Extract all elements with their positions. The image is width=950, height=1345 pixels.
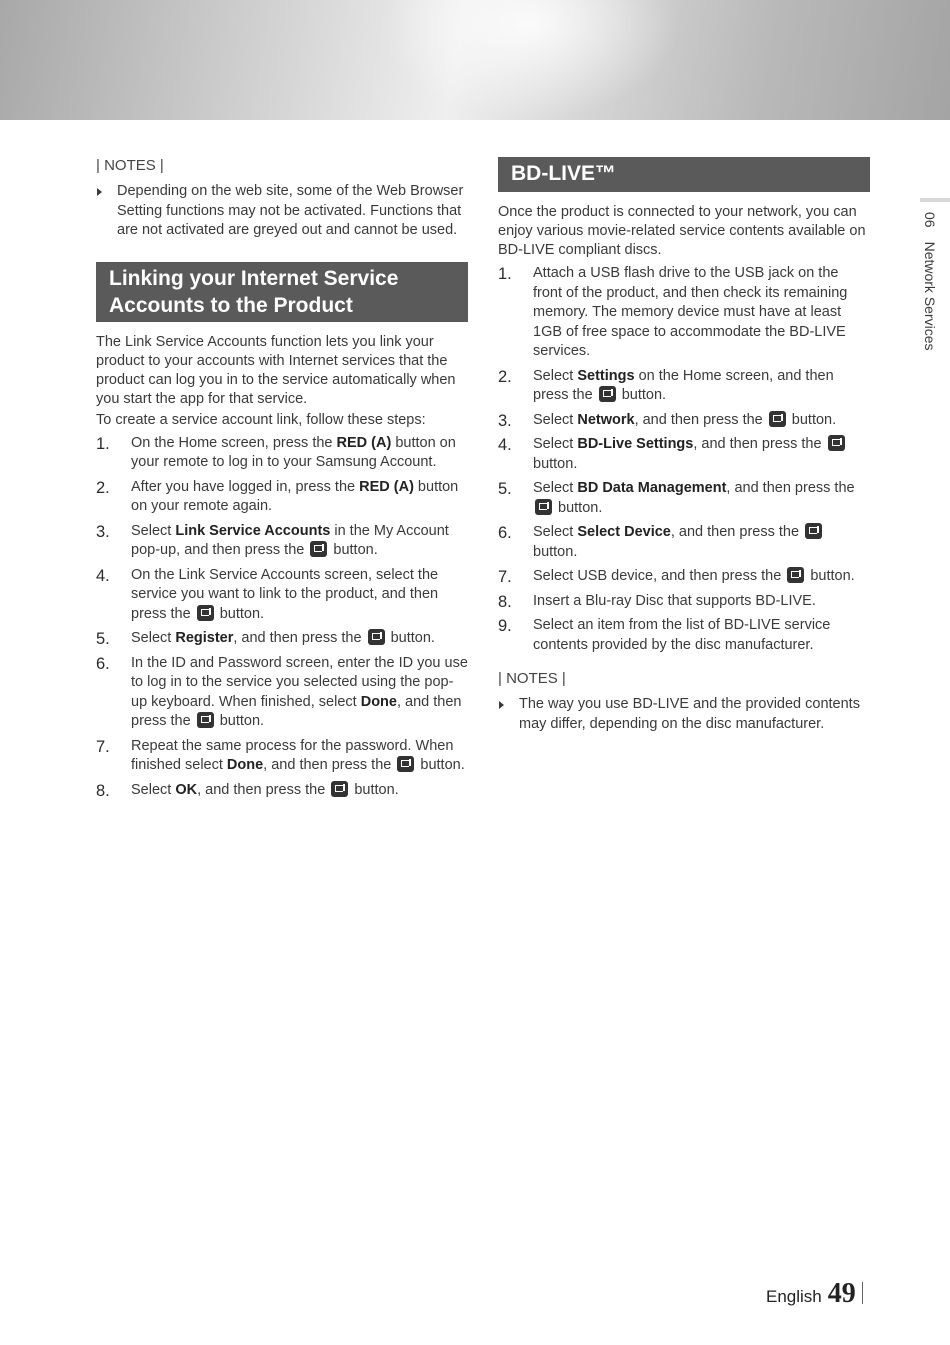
step-item (96, 434, 468, 473)
step-number: 8. (96, 781, 110, 800)
step-text-run: button. (554, 499, 603, 516)
step-text-run: Select (533, 367, 578, 384)
step-text (131, 435, 456, 471)
enter-button-icon (368, 629, 385, 645)
step-item (498, 411, 870, 431)
step-text-run: , and then press the (726, 480, 855, 496)
step-item (96, 629, 468, 649)
page-footer (766, 1278, 863, 1310)
step-emphasis: Register (175, 630, 234, 646)
step-emphasis: Done (360, 693, 397, 710)
step-item (96, 566, 468, 625)
enter-button-icon (310, 541, 327, 557)
enter-button-icon (397, 756, 414, 772)
step-text-run: button. (533, 543, 578, 560)
step-text-run: button. (416, 757, 465, 773)
note-item (498, 695, 870, 734)
step-emphasis: BD Data Management (577, 480, 727, 496)
step-text-run: button on your remote again. (131, 478, 459, 514)
step-text-run: On the Home screen, press the (131, 434, 337, 451)
enter-button-icon (599, 386, 616, 402)
note-item (96, 182, 468, 241)
step-text-run: Select (533, 480, 578, 496)
step-text-run: button on your remote to log in to your Samsung Account. (131, 434, 456, 470)
step-number: 3. (498, 411, 512, 430)
step-emphasis: Link Service Accounts (175, 522, 331, 539)
step-item (498, 264, 870, 362)
section-title-line: Accounts to the Product (109, 293, 353, 317)
footer-language: English (766, 1287, 822, 1306)
step-text (533, 524, 824, 560)
step-text-run: Attach a USB flash drive to the USB jack on the front of the product, and then check its remaining memory. The memory device must have at least 1GB of free space to accommodate the BD-LIVE services. (533, 265, 848, 359)
step-text-run: , and then press the (131, 693, 462, 729)
step-number: 5. (96, 630, 110, 648)
step-emphasis: OK (175, 781, 198, 798)
notes-heading: | NOTES | (96, 157, 164, 174)
step-text (131, 630, 435, 646)
step-item (96, 737, 468, 776)
step-item (96, 781, 468, 801)
enter-button-icon (787, 567, 804, 583)
step-item (96, 522, 468, 561)
step-text-run: , and then press the (197, 781, 330, 798)
step-text-run: Repeat the same process for the password. When finished select (131, 737, 454, 773)
step-text-run: button. (533, 455, 578, 472)
step-text-run: Insert a Blu-ray Disc that supports BD-LIVE. (533, 592, 816, 609)
header-banner (0, 0, 950, 120)
step-text (131, 479, 458, 515)
step-text-run: Select (131, 522, 176, 539)
step-text (533, 436, 847, 472)
section-title-linking-accounts (96, 262, 468, 322)
step-text-run: button. (215, 605, 265, 622)
enter-button-icon (331, 781, 348, 797)
step-text (533, 593, 816, 609)
header-banner-shine (380, 0, 680, 120)
notes-list (96, 182, 468, 241)
step-item (498, 367, 870, 406)
step-text (533, 412, 836, 428)
step-text-run: , and then press the (634, 411, 767, 428)
step-text-run: In the ID and Password screen, enter the ID you use to log in to the service you selected using the pop-up keyboard. When finished, select (131, 654, 468, 710)
step-number: 8. (498, 592, 512, 611)
step-number: 2. (96, 478, 110, 497)
step-text-run: button. (617, 387, 667, 403)
notes-heading: | NOTES | (498, 670, 566, 687)
step-text-run: After you have logged in, press the (131, 478, 360, 495)
enter-button-icon (197, 712, 214, 728)
step-text (533, 368, 834, 404)
step-item (498, 435, 870, 474)
step-text (131, 738, 465, 774)
step-text-run: button. (386, 630, 435, 646)
triangle-bullet-icon (97, 188, 102, 196)
triangle-bullet-icon (499, 701, 504, 709)
step-text-run: , and then press the (233, 630, 366, 646)
step-number: 1. (498, 265, 512, 283)
step-emphasis: Select Device (577, 524, 671, 540)
section-title-bd-live: BD-LIVE™ (498, 157, 870, 192)
section-intro: The Link Service Accounts function lets you link your product to your accounts with Internet services that the product can log you in to the service automatically when you start the app for that service. (96, 333, 456, 407)
step-number: 7. (498, 568, 512, 586)
step-item (96, 654, 468, 732)
step-text-run: On the Link Service Accounts screen, select the service you want to link to the product, and then press the (131, 566, 439, 622)
notes-list (498, 695, 870, 734)
step-text (131, 655, 468, 730)
page-number: 49 (827, 1278, 856, 1309)
step-item (498, 479, 870, 518)
right-column (498, 150, 870, 734)
step-number: 6. (498, 524, 512, 542)
enter-button-icon (805, 523, 822, 539)
step-emphasis: Done (226, 757, 264, 773)
step-text-run: button. (787, 411, 837, 428)
section-intro: Once the product is connected to your network, you can enjoy various movie-related service contents available on BD-LIVE compliant discs. (498, 204, 866, 258)
step-number: 4. (498, 436, 512, 454)
step-text-run: in the My Account pop-up, and then press the (131, 522, 449, 558)
step-text-run: button. (329, 542, 378, 558)
step-text-run: button. (350, 781, 399, 798)
step-text (131, 567, 438, 622)
step-list (498, 264, 870, 655)
step-text (533, 568, 855, 584)
step-text (131, 523, 449, 559)
step-text (533, 265, 847, 359)
step-emphasis: Settings (577, 367, 635, 384)
enter-button-icon (535, 499, 552, 515)
step-item (498, 523, 870, 562)
step-list (96, 434, 468, 801)
step-text-run: Select (533, 524, 578, 540)
step-text-run: on the Home screen, and then press the (533, 367, 834, 403)
step-text-run: button. (215, 713, 265, 729)
step-item (498, 567, 870, 587)
step-text-run: Select (131, 630, 176, 646)
step-text-run: , and then press the (670, 524, 804, 540)
step-text-run: Select (533, 436, 578, 452)
step-item (96, 478, 468, 517)
step-emphasis: RED (A) (359, 478, 414, 495)
enter-button-icon (769, 411, 786, 427)
enter-button-icon (828, 435, 845, 451)
left-column (96, 150, 468, 805)
step-text (533, 617, 830, 653)
enter-button-icon (197, 605, 214, 621)
chapter-side-label (922, 212, 938, 351)
steps-lead: To create a service account link, follow these steps: (96, 411, 426, 428)
step-number: 2. (498, 367, 512, 386)
step-number: 6. (96, 654, 110, 673)
footer-divider (862, 1282, 863, 1304)
step-number: 9. (498, 617, 512, 635)
step-number: 4. (96, 566, 110, 585)
step-text-run: , and then press the (263, 757, 396, 773)
chapter-title: Network Services (922, 241, 938, 351)
chapter-tab-marker (920, 198, 950, 202)
note-text: The way you use BD-LIVE and the provided contents may differ, depending on the disc manufacturer. (519, 696, 860, 732)
step-item (498, 616, 870, 655)
step-text (533, 480, 855, 516)
step-emphasis: BD-Live Settings (577, 436, 694, 452)
step-text-run: Select (533, 411, 578, 428)
step-number: 3. (96, 522, 110, 541)
chapter-number: 06 (922, 212, 938, 228)
step-text-run: Select an item from the list of BD-LIVE service contents provided by the disc manufacturer. (533, 617, 831, 653)
step-text-run: Select (131, 781, 176, 798)
step-item (498, 592, 870, 612)
step-emphasis: Network (577, 411, 635, 428)
step-text-run: Select USB device, and then press the (533, 568, 786, 584)
step-text-run: , and then press the (693, 436, 826, 452)
step-number: 7. (96, 737, 110, 756)
step-text-run: button. (806, 568, 855, 584)
step-text (131, 782, 399, 798)
step-number: 1. (96, 434, 110, 453)
section-title-line: Linking your Internet Service (109, 266, 399, 290)
step-number: 5. (498, 480, 512, 498)
note-text: Depending on the web site, some of the Web Browser Setting functions may not be activated. Functions that are not activated are greyed out and cannot be used. (117, 183, 464, 238)
step-emphasis: RED (A) (336, 434, 392, 451)
